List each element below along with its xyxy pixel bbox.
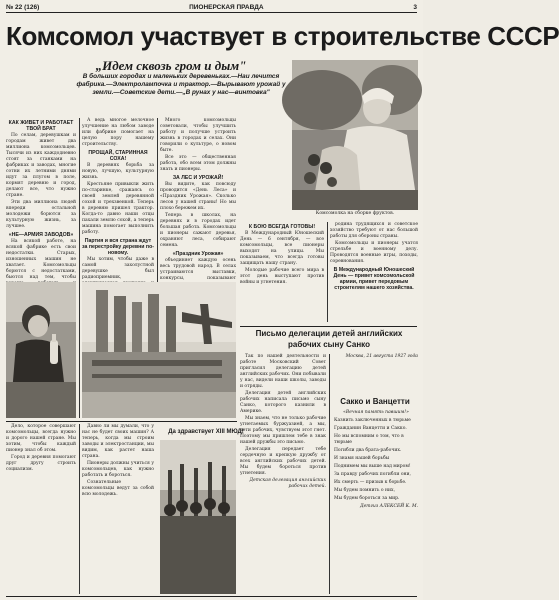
bottom-column-1: [6, 424, 76, 594]
column-rule: [327, 222, 328, 322]
factory-and-airplane-photo: [82, 282, 236, 418]
col2-paragraph-3: Крестьяне привыкли жить по-старинке, сражаясь со своей землей деревянной сохой и трехзвенкой. Теперь в деревню пришел трактор. Когда-то давно наши отцы пахали землю сохой, а теперь машина помогает выполнить работу.: [82, 182, 154, 235]
poem-line: Мы будем помнить о них,: [334, 488, 396, 493]
column-rule: [79, 118, 80, 418]
column-1: [6, 118, 76, 278]
poem-author: Детгиз АЛЕКСЕЙ К. М.: [359, 504, 418, 509]
column-5: [330, 222, 418, 322]
col2-title-2: Партия и вся страна ждут за перестройку деревни по-новому.: [82, 238, 154, 256]
photo-caption-top: Комсомолка на сборке фруктов.: [315, 211, 395, 216]
col2-paragraph-2: В деревнях борьба за новую, лучшую, культурную жизнь.: [82, 163, 154, 180]
column-4: [240, 222, 324, 322]
bottom-rule: [6, 421, 237, 422]
bottom-paragraph-4: Пионеры должны учиться у комсомольцев, как нужно работать и бороться.: [82, 461, 154, 478]
col2-paragraph-1: А ведь многое мелочное улучшение на любом заводе или фабрике помогает на целую пору нашему строительству.: [82, 118, 154, 147]
newspaper-title: ПИОНЕРСКАЯ ПРАВДА: [189, 4, 264, 11]
letter-intro: Так по нашей деятельности и работе Московский Совет пригласил делегацию детей английских рабочих. Они побывали у нас, видели наши школы, заводы и отряды.: [240, 354, 326, 389]
col5-paragraph-1: родина трудящихся и советское хозяйство требуют от нас большой работы для обороны страны.: [330, 222, 418, 239]
bottom-paragraph-3: Давно ли мы думали, что у нас не будет своих машин? А теперь, когда мы строим заводы и электростанции, мы видим, как растет наша страна.: [82, 424, 154, 459]
bottom-paragraph-2: Город и деревня помогают друг другу строить социализм.: [6, 455, 76, 472]
factory-airplane-illustration: [82, 282, 236, 418]
letter-title: Письмо делегации детей английских рабочих сыну Санко: [255, 329, 403, 349]
col1-title-1: КАК ЖИВЕТ И РАБОТАЕТ ТВОЙ БРАТ: [8, 120, 74, 132]
col3-paragraph-4: Теперь в школах, на деревнях и в городах идет большая работа. Комсомольцы и пионеры сажают деревья, охраняют леса, собирают семена.: [160, 213, 236, 248]
letter-paragraph-2: Мы знаем, что не только рабочие угнетаемых буржуазией, а мы, дети рабочих, чувствуем этот гнет. Поэтому мы пришлем тебе в знак нашей дружбы это письмо.: [240, 416, 326, 445]
parade-illustration: [160, 440, 236, 594]
poem-line: Казнить заключенных в тюрьме: [334, 418, 411, 423]
poem-line: И знамя нашей борьбы: [334, 456, 390, 461]
col3-paragraph-2: Все это — общественная работа, обо всем этом должны знать и пионеры.: [160, 155, 236, 172]
col4-title: К БОЮ ВСЕГДА ГОТОВЫ!: [248, 224, 316, 230]
letter-rule: [240, 326, 417, 327]
mud-caption: Да здравствует XIII МЮД!: [168, 429, 244, 435]
poem-line: Их смерть — призыв к борьбе.: [334, 480, 407, 485]
letter-paragraph-1: Делегация детей английских рабочих написала письмо сыну Санко, которого казнили в Америке.: [240, 391, 326, 414]
poem-line: Но мы вспомним о том, что в тюрьме: [334, 434, 404, 445]
col4-paragraph-2: Молодые рабочие всего мира в этот день выступают против войны и угнетения.: [240, 268, 324, 285]
letter-column-1: [240, 354, 326, 594]
col4-paragraph-1: В Международный Юношеский День — 6 сентября, — все комсомольцы, все пионеры выходят на улицы. Мы показываем, что всегда готовы защищать нашу страну.: [240, 231, 324, 266]
parade-photo: [160, 440, 236, 594]
col3-paragraph-1: Много комсомольцы советовали, чтобы улучшить работу и получше устроить жизнь в городах и селах. Они говорили о культуре, о новом быте.: [160, 118, 236, 153]
lead-summary: В больших городах и маленьких деревеньках.—Наи лечится фабрика.—Электролампочка и трактор.—Вырывают урожай у земли.—Советские дети.—„В рунах у нас—винтовка": [76, 73, 286, 96]
col3-paragraph-3: Вы видите, как повсюду проводится «День Леса» и «Праздник Урожая». Сколько лесов у нашей страны! Но мы плохо бережем их.: [160, 182, 236, 211]
poem-epigraph: «Вечная память павшим!»: [343, 410, 409, 415]
header-rule: [6, 12, 417, 13]
letter-column-2: [332, 354, 418, 390]
column-rule: [329, 354, 330, 594]
letter-signature: Детская делегация английских рабочих детей.: [249, 478, 326, 489]
poem-line: Погибли два брата-рабочих.: [334, 448, 402, 453]
subheadline: „Идем сквозь гром и дым": [95, 58, 247, 73]
bottom-column-2: [82, 424, 154, 594]
column-rule: [79, 424, 80, 594]
page-number: 3: [413, 4, 417, 11]
factory-worker-photo: [6, 282, 76, 418]
bottom-paragraph-5: Сознательные комсомольцы ведут за собой всю молодежь.: [82, 480, 154, 497]
footer-rule: [6, 596, 417, 597]
poem-body: [334, 410, 418, 594]
poem-line: За правду рабочих погибли они,: [334, 472, 411, 477]
poem-line: Поднимем мы выше над миром!: [334, 464, 411, 469]
main-headline: Комсомол участвует в строительстве СССР: [6, 21, 559, 51]
poem-title: Сакко и Ванцетти: [340, 397, 410, 406]
letter-paragraph-3: Делегация передает тебе сердечную и крепкую дружбу от всех английских рабочих детей. Мы будем бороться против угнетения.: [240, 447, 326, 476]
poem-line: Гражданин Ванцетти и Сакко.: [334, 426, 407, 431]
col5-paragraph-2: Комсомольцы и пионеры учатся стрельбе и военному делу. Проводятся военные игры, походы, соревнования.: [330, 241, 418, 264]
factory-worker-illustration: [6, 282, 76, 418]
column-2: [82, 118, 154, 278]
bottom-paragraph-1: Дело, которое совершают комсомольцы, всегда нужно и дорого нашей стране. Мы хотим, чтобы каждый пионер знал об этом.: [6, 424, 76, 453]
col1-paragraph-3: На всякой работе, на всякой фабрике есть свои недостатки. Старых, изношенных машин не хватает. Комсомольцы борются с недостатками, бьются над тем, чтобы: [6, 239, 76, 280]
fruit-picker-photo: [292, 60, 418, 210]
col2-title-1: ПРОЩАЙ, СТАРИННАЯ СОХА!: [88, 150, 148, 162]
fruit-picker-illustration: [292, 60, 418, 210]
col3-title-1: ЗА ЛЕС И УРОЖАЙ!: [172, 175, 224, 181]
col2-paragraph-4: Мы хотим, чтобы даже в самой захолустной деревушке был радиоприемник,: [82, 257, 154, 280]
col3-title-2: «Праздник Урожая»: [172, 251, 224, 257]
issue-number: № 22 (126): [6, 4, 40, 11]
col1-paragraph-2: Эти два миллиона людей впереди остальной молодежи борются за культурную жизнь, за лучшее.: [6, 200, 76, 229]
col1-paragraph-1: По селам, деревушкам и городам живет два миллиона комсомольцев. Тысячи из них каждодневно стоят за станками на фабриках и заводах, многие сотни их летними днями идут за плугом в поле, кормят деревню и город, делают все, что нужно стране.: [6, 133, 76, 198]
poem-line: Мы будем бороться за мир.: [334, 496, 400, 501]
page-header: [6, 3, 417, 12]
col5-title: В Международный Юношеский День — привет комсомольской армии, привет передовым строителям нашего хозяйства.: [333, 267, 415, 291]
letter-date: Москва, 21 августа 1927 года: [345, 354, 418, 359]
col3-paragraph-5: объединяет каждую осень весь трудовой народ. В селах устраиваются выставки, конкурсы, показывают: [160, 258, 236, 281]
col1-title-2: «НЕ—АРМИЯ ЗАВОДОВ»: [8, 232, 74, 238]
